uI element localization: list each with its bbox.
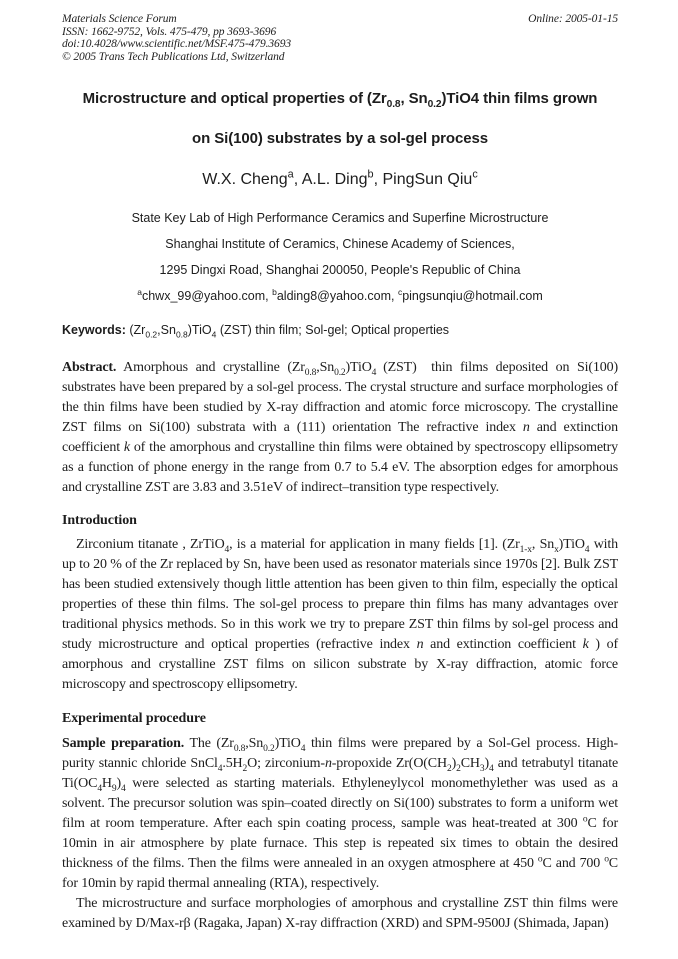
online-date: Online: 2005-01-15 bbox=[528, 13, 618, 25]
section-heading-experimental: Experimental procedure bbox=[62, 711, 206, 726]
paper-title-line-1: Microstructure and optical properties of ($Zr_{0.8}$, $Sn_{0.2})TiO4$ thin films grown bbox=[82, 90, 598, 110]
paper-title-line-2: on Si(100) substrates by a sol-gel process bbox=[192, 130, 488, 147]
sample-preparation-paragraph bbox=[62, 734, 618, 894]
journal-doi: doi:10.4028/www.scientific.net/MSF.475-479.3693 bbox=[62, 38, 292, 50]
sample-preparation-text: The $(Zr_{0.8},Sn_{0.2})TiO_4$ thin films were prepared by a Sol-Gel process. High-purity stannic chloride $SnCl_4.5H_2O$; zirconium-n-propoxide $Zr(O(CH_2)_2CH_3)_4$ and tetrabutyl titanate $Ti(OC_4H_9)_4$ were selected as starting materials. Ethyleneylycol monomethylether was used as a solvent. The precursor solution was spin–coated directly on Si(100) substrates to form a uniform wet film at room temperature. After each spin coating process, sample was heat-treated at 300 $^o$C for 10min in air atmosphere by plate furnace. This step is repeated six times to obtain the desired thickness of the films. Then the films were annealed in an oxygen atmosphere at 450 $^o$C and 700 $^o$C for 10min by rapid thermal annealing (RTA), respectively. bbox=[62, 736, 619, 891]
affiliation-line-1: State Key Lab of High Performance Ceramics and Superfine Microstructure bbox=[131, 211, 549, 225]
characterization-paragraph: The microstructure and surface morphologies of amorphous and crystalline ZST thin films were examined by D/Max-rβ (Ragaka, Japan) X-ray diffraction (XRD) and SPM-9500J (Shimada, Japan) bbox=[62, 896, 618, 931]
journal-copyright: © 2005 Trans Tech Publications Ltd, Switzerland bbox=[62, 50, 285, 63]
keywords-label: Keywords: bbox=[62, 323, 126, 337]
journal-info-block bbox=[62, 13, 291, 63]
keywords-line bbox=[62, 322, 618, 338]
journal-issn: ISSN: 1662-9752, Vols. 475-479, pp 3693-3696 bbox=[62, 25, 277, 38]
affiliation-line-2: Shanghai Institute of Ceramics, Chinese Academy of Sciences, bbox=[165, 237, 515, 251]
author-emails-line: $^a$chwx_99@yahoo.com, $^b$alding8@yahoo.com, $^c$pingsunqiu@hotmail.com bbox=[137, 286, 543, 303]
abstract-text: Amorphous and crystalline $(Zr_{0.8},Sn_{0.2})TiO_4$ (ZST) thin films deposited on Si(100) substrates have been prepared by a sol-gel process. The crystal structure and surface morphologies of the thin films have been studied by X-ray diffraction and atomic force microscopy. The crystalline ZST films on Si(100) substrata with a (111) orientation The refractive index n and extinction coefficient k of the amorphous and crystalline thin films were obtained by spectroscopy ellipsometry as a function of phone energy in the range from 0.7 to 5.4 eV. The absorption edges for amorphous and crystalline ZST are 3.83 and 3.51eV of indirect–transition type respectively. bbox=[62, 360, 619, 495]
abstract-label: Abstract. bbox=[62, 360, 117, 375]
introduction-paragraph: Zirconium titanate , ZrTiO$_4$, is a material for application in many fields [1]. ($Zr_{1-x}$, $Sn_x)TiO_4$ with up to 20 % of the Zr replaced by Sn, have been used as resonator materials since 1970s [2]. Bulk ZST has been studied extensively though little attention has been given to thin film, especially the optical properties of these thin films. The sol-gel process to prepare thin films has many advantages over traditional physics methods. So in this work we try to prepare ZST thin films by sol-gel process and study microstructure and optical properties (refractive index n and extinction coefficient k ) of amorphous and crystalline ZST films on silicon substrate by X-ray diffraction, atomic force microscopy and spectroscopy ellipsometry. bbox=[62, 537, 618, 692]
section-heading-introduction: Introduction bbox=[62, 513, 137, 528]
affiliations-block bbox=[62, 205, 618, 309]
journal-header bbox=[62, 13, 618, 63]
sample-preparation-label: Sample preparation. bbox=[62, 736, 185, 751]
authors-line: W.X. Cheng$^a$, A.L. Ding$^b$, PingSun Qiu$^c$ bbox=[202, 168, 478, 188]
journal-name: Materials Science Forum bbox=[62, 13, 177, 25]
paper-title bbox=[62, 90, 618, 147]
abstract-paragraph bbox=[62, 358, 618, 498]
affiliation-line-3: 1295 Dingxi Road, Shanghai 200050, People's Republic of China bbox=[159, 263, 521, 277]
keywords-text: $(Zr_{0.2},Sn_{0.8})TiO_4$ (ZST) thin film; Sol-gel; Optical properties bbox=[125, 323, 450, 340]
